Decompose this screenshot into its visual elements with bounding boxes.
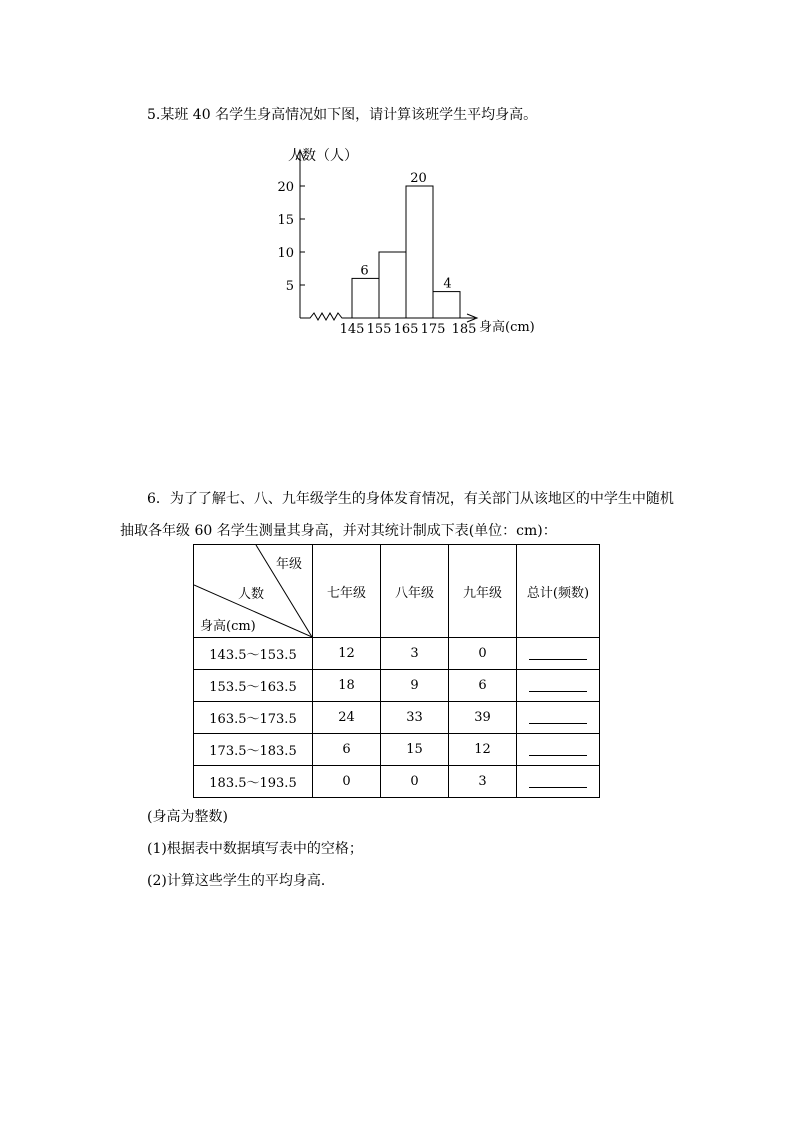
col-header-grade7: 七年级	[313, 545, 381, 638]
histogram-bar	[379, 252, 406, 318]
table-row	[194, 638, 600, 670]
corner-label-count: 人数	[238, 587, 265, 602]
row-range: 173.5～183.5	[194, 734, 313, 766]
y-tick-label: 10	[277, 246, 294, 261]
row-range: 153.5～163.5	[194, 670, 313, 702]
answer-blank[interactable]	[529, 647, 587, 660]
histogram-bar	[352, 278, 379, 318]
question-5-text: 5.某班 40 名学生身高情况如下图，请计算该班学生平均身高。	[147, 107, 538, 123]
table-corner-cell	[194, 545, 313, 638]
cell-total-blank[interactable]	[517, 702, 600, 734]
cell-grade8: 0	[381, 766, 449, 798]
answer-blank[interactable]	[529, 711, 587, 724]
cell-grade9: 3	[449, 766, 517, 798]
histogram-bar	[433, 292, 460, 318]
x-axis-label: 身高(cm)	[479, 320, 535, 335]
cell-grade7: 6	[313, 734, 381, 766]
corner-label-height: 身高(cm)	[200, 619, 256, 634]
cell-grade9: 12	[449, 734, 517, 766]
cell-grade8: 33	[381, 702, 449, 734]
cell-grade7: 12	[313, 638, 381, 670]
table-row	[194, 766, 600, 798]
table-row	[194, 702, 600, 734]
chart-bars	[352, 186, 460, 318]
sub-question-2: (2)计算这些学生的平均身高．	[147, 873, 335, 889]
x-tick-label: 185	[451, 322, 477, 337]
histogram-bar	[406, 186, 433, 318]
row-range: 143.5～153.5	[194, 638, 313, 670]
question-6-text-line1: 6．为了了解七、八、九年级学生的身体发育情况，有关部门从该地区的中学生中随机	[147, 491, 674, 507]
cell-grade8: 15	[381, 734, 449, 766]
cell-total-blank[interactable]	[517, 638, 600, 670]
histogram-chart	[270, 140, 550, 340]
col-header-grade8: 八年级	[381, 545, 449, 638]
cell-total-blank[interactable]	[517, 766, 600, 798]
table-row	[194, 670, 600, 702]
answer-blank[interactable]	[529, 743, 587, 756]
answer-blank[interactable]	[529, 679, 587, 692]
row-range: 163.5～173.5	[194, 702, 313, 734]
cell-total-blank[interactable]	[517, 670, 600, 702]
x-tick-label: 165	[393, 322, 419, 337]
table-row	[194, 734, 600, 766]
bar-data-label: 6	[360, 263, 369, 279]
x-tick-label: 155	[366, 322, 392, 337]
cell-grade8: 9	[381, 670, 449, 702]
note-integer-heights: (身高为整数)	[147, 809, 228, 825]
cell-grade9: 6	[449, 670, 517, 702]
y-tick-label: 20	[277, 180, 294, 195]
col-header-grade9: 九年级	[449, 545, 517, 638]
sub-question-1: (1)根据表中数据填写表中的空格；	[147, 841, 363, 857]
cell-grade9: 39	[449, 702, 517, 734]
y-tick-label: 5	[285, 279, 294, 294]
question-6-text-line2: 抽取各年级 60 名学生测量其身高，并对其统计制成下表(单位：cm)：	[120, 523, 557, 539]
cell-grade7: 0	[313, 766, 381, 798]
bar-data-label: 4	[443, 276, 452, 292]
x-tick-label: 175	[420, 322, 446, 337]
height-frequency-table	[193, 544, 600, 798]
cell-total-blank[interactable]	[517, 734, 600, 766]
corner-label-grade: 年级	[276, 557, 303, 572]
cell-grade8: 3	[381, 638, 449, 670]
x-tick-label: 145	[339, 322, 365, 337]
cell-grade7: 18	[313, 670, 381, 702]
col-header-total: 总计(频数)	[517, 545, 600, 638]
row-range: 183.5～193.5	[194, 766, 313, 798]
cell-grade9: 0	[449, 638, 517, 670]
y-axis-label: 人数（人）	[288, 148, 358, 164]
y-tick-label: 15	[277, 213, 294, 228]
cell-grade7: 24	[313, 702, 381, 734]
answer-blank[interactable]	[529, 775, 587, 788]
table-header-row	[194, 545, 600, 638]
bar-data-label: 20	[410, 171, 427, 186]
